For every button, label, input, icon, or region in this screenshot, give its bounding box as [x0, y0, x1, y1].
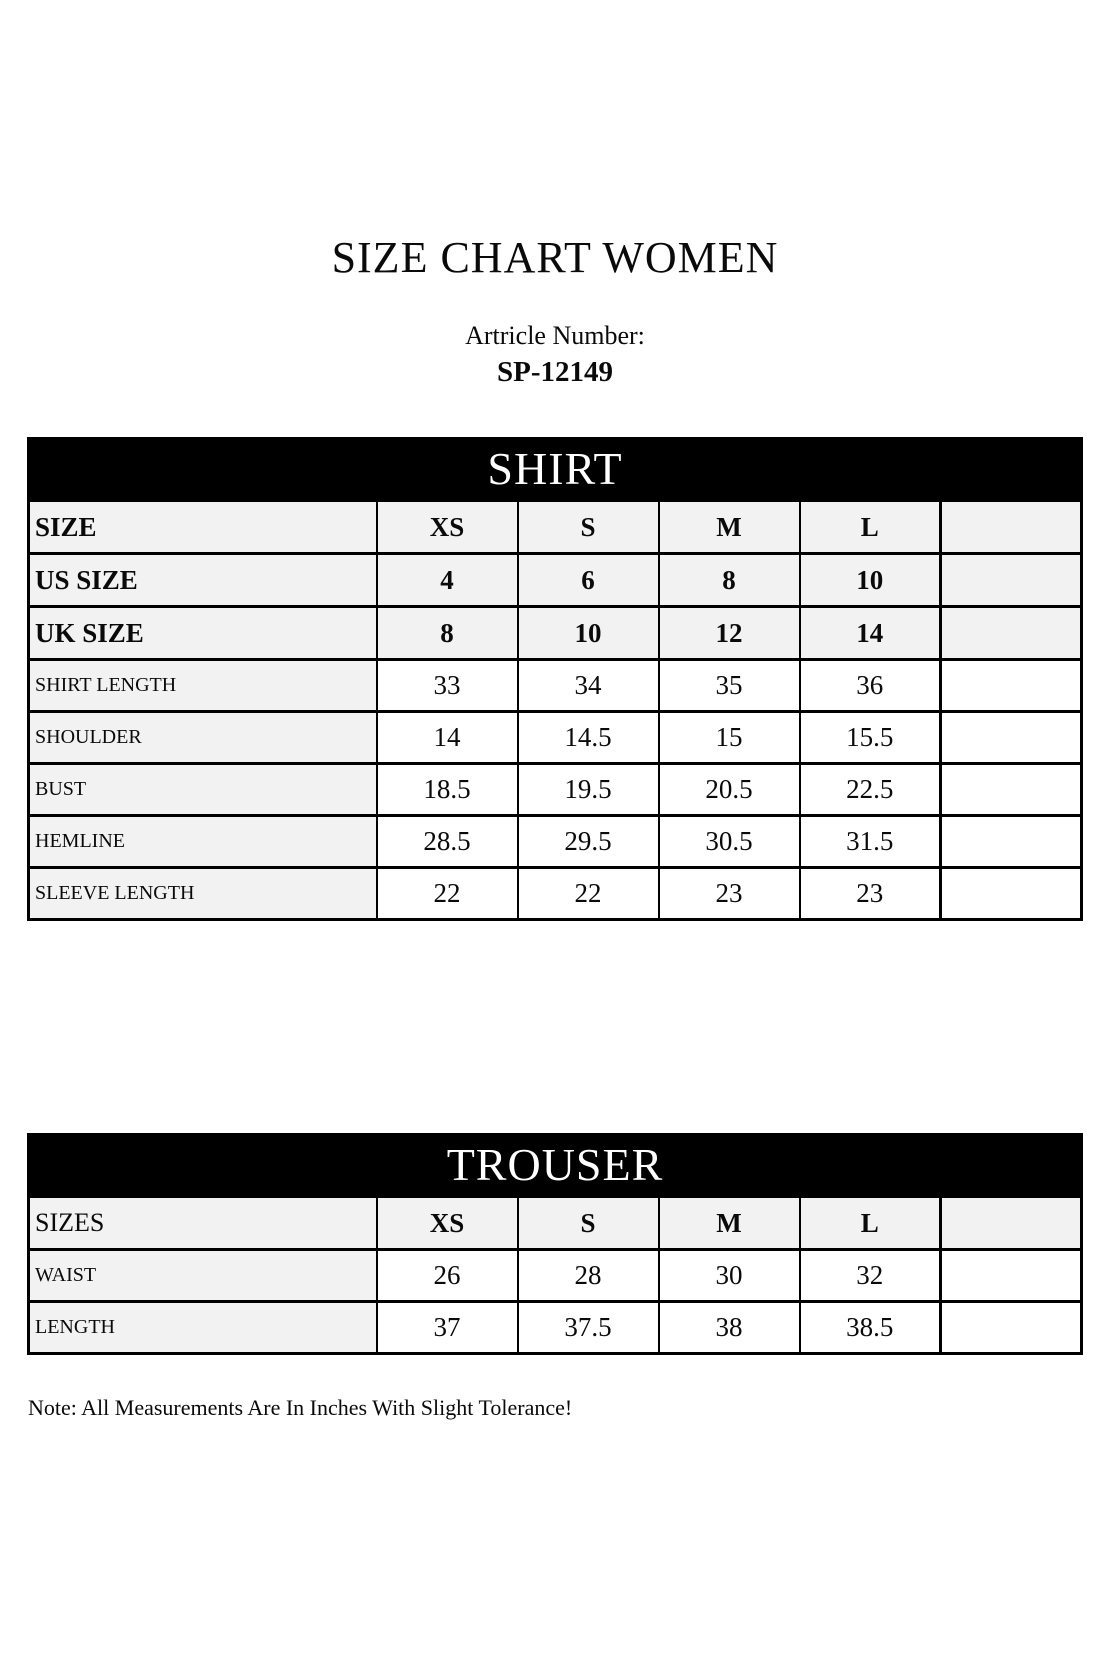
row-label-cell: SIZES: [29, 1197, 377, 1250]
size-value-cell: 6: [518, 554, 659, 607]
size-value-cell: 22: [518, 868, 659, 920]
shirt-table-title-bar: [27, 437, 1083, 499]
size-value-cell: 19.5: [518, 764, 659, 816]
size-value-cell: 4: [377, 554, 518, 607]
size-value-cell: 14: [377, 712, 518, 764]
empty-cell: [941, 1197, 1082, 1250]
row-label-cell: WAIST: [29, 1250, 377, 1302]
page-title: SIZE CHART WOMEN: [331, 233, 779, 282]
size-value-cell: 37: [377, 1302, 518, 1354]
empty-cell: [941, 660, 1082, 712]
size-value-cell: 18.5: [377, 764, 518, 816]
size-value-cell: 28: [518, 1250, 659, 1302]
table-row: [29, 554, 1082, 607]
empty-cell: [941, 816, 1082, 868]
size-value-cell: L: [800, 1197, 941, 1250]
row-label-cell: BUST: [29, 764, 377, 816]
size-value-cell: 38.5: [800, 1302, 941, 1354]
size-value-cell: XS: [377, 501, 518, 554]
empty-cell: [941, 868, 1082, 920]
size-value-cell: 30.5: [659, 816, 800, 868]
article-number-value: SP-12149: [497, 356, 613, 388]
measurement-note: Note: All Measurements Are In Inches With Slight Tolerance!: [28, 1395, 573, 1420]
table-row: [29, 868, 1082, 920]
size-value-cell: 22.5: [800, 764, 941, 816]
size-value-cell: 10: [800, 554, 941, 607]
size-value-cell: XS: [377, 1197, 518, 1250]
table-row: [29, 501, 1082, 554]
size-value-cell: S: [518, 501, 659, 554]
size-value-cell: 12: [659, 607, 800, 660]
size-value-cell: 22: [377, 868, 518, 920]
row-label-cell: SIZE: [29, 501, 377, 554]
size-value-cell: 31.5: [800, 816, 941, 868]
size-value-cell: 37.5: [518, 1302, 659, 1354]
shirt-table-title: SHIRT: [487, 442, 623, 494]
row-label-cell: HEMLINE: [29, 816, 377, 868]
size-value-cell: 33: [377, 660, 518, 712]
row-label-cell: SHIRT LENGTH: [29, 660, 377, 712]
shirt-size-section: [27, 437, 1083, 921]
row-label-cell: UK SIZE: [29, 607, 377, 660]
size-value-cell: 35: [659, 660, 800, 712]
size-value-cell: 15.5: [800, 712, 941, 764]
table-row: [29, 1197, 1082, 1250]
size-value-cell: 15: [659, 712, 800, 764]
trouser-size-table: [27, 1195, 1083, 1355]
empty-cell: [941, 607, 1082, 660]
size-value-cell: 30: [659, 1250, 800, 1302]
table-row: [29, 607, 1082, 660]
size-value-cell: 34: [518, 660, 659, 712]
size-value-cell: 32: [800, 1250, 941, 1302]
table-row: [29, 764, 1082, 816]
empty-cell: [941, 554, 1082, 607]
empty-cell: [941, 1250, 1082, 1302]
size-value-cell: M: [659, 1197, 800, 1250]
row-label-cell: SLEEVE LENGTH: [29, 868, 377, 920]
trouser-size-section: [27, 1133, 1083, 1355]
table-row: [29, 660, 1082, 712]
size-value-cell: 28.5: [377, 816, 518, 868]
trouser-table-title-bar: [27, 1133, 1083, 1195]
size-value-cell: 14.5: [518, 712, 659, 764]
size-value-cell: 14: [800, 607, 941, 660]
size-value-cell: 38: [659, 1302, 800, 1354]
size-value-cell: S: [518, 1197, 659, 1250]
row-label-cell: LENGTH: [29, 1302, 377, 1354]
table-row: [29, 1302, 1082, 1354]
size-value-cell: L: [800, 501, 941, 554]
table-row: [29, 816, 1082, 868]
size-value-cell: 23: [659, 868, 800, 920]
row-label-cell: US SIZE: [29, 554, 377, 607]
row-label-cell: SHOULDER: [29, 712, 377, 764]
empty-cell: [941, 501, 1082, 554]
trouser-table-title: TROUSER: [446, 1138, 664, 1190]
shirt-size-table: [27, 499, 1083, 921]
size-value-cell: 8: [377, 607, 518, 660]
empty-cell: [941, 1302, 1082, 1354]
size-value-cell: 36: [800, 660, 941, 712]
size-value-cell: 26: [377, 1250, 518, 1302]
size-value-cell: 29.5: [518, 816, 659, 868]
size-value-cell: M: [659, 501, 800, 554]
empty-cell: [941, 764, 1082, 816]
table-row: [29, 1250, 1082, 1302]
size-value-cell: 10: [518, 607, 659, 660]
size-value-cell: 8: [659, 554, 800, 607]
empty-cell: [941, 712, 1082, 764]
table-row: [29, 712, 1082, 764]
size-value-cell: 20.5: [659, 764, 800, 816]
article-number-label: Artricle Number:: [465, 321, 645, 350]
size-value-cell: 23: [800, 868, 941, 920]
